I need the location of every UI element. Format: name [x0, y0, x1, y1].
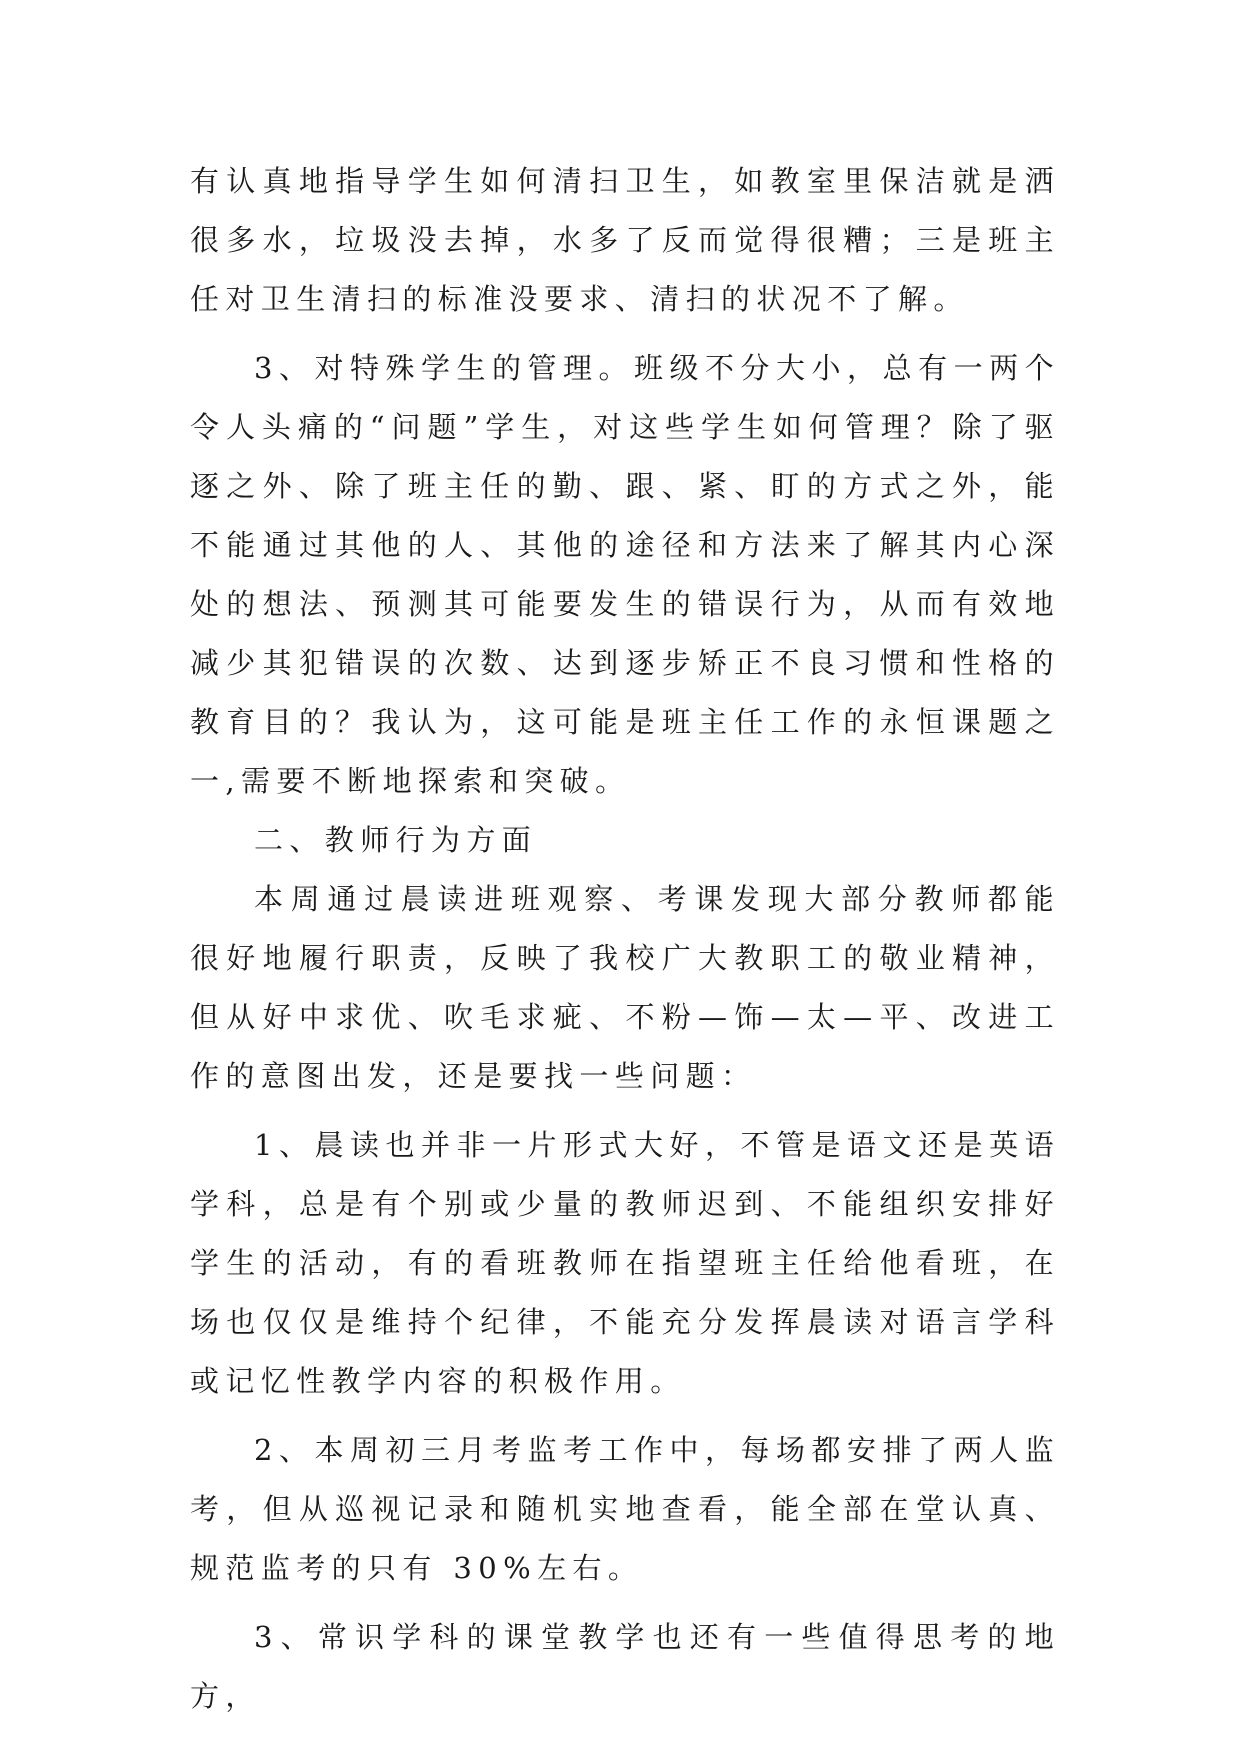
paragraph-special-students: 3、对特殊学生的管理。班级不分大小，总有一两个令人头痛的“问题”学生，对这些学生如何管理？除了驱逐之外、除了班主任的勤、跟、紧、盯的方式之外，能不能通过其他的人、其他的途径和方法来了解其内心深处的想法、预测其可能要发生的错误行为，从而有效地减少其犯错误的次数、达到逐步矫正不良习惯和性格的教育目的？我认为，这可能是班主任工作的永恒课题之一,需要不断地探索和突破。	[190, 351, 1060, 798]
paragraph-general-subjects: 3、常识学科的课堂教学也还有一些值得思考的地方，	[190, 1620, 1060, 1713]
paragraph-teacher-overview: 本周通过晨读进班观察、考课发现大部分教师都能很好地履行职责，反映了我校广大教职工的敬业精神，但从好中求优、吹毛求疵、不粉—饰—太—平、改进工作的意图出发，还是要找一些问题：	[190, 882, 1060, 1093]
paragraph-continuation: 有认真地指导学生如何清扫卫生，如教室里保洁就是洒很多水，垃圾没去掉，水多了反而觉得很糟；三是班主任对卫生清扫的标准没要求、清扫的状况不了解。	[190, 164, 1060, 316]
paragraph-morning-reading: 1、晨读也并非一片形式大好，不管是语文还是英语学科，总是有个别或少量的教师迟到、不能组织安排好学生的活动，有的看班教师在指望班主任给他看班，在场也仅仅是维持个纪律，不能充分发挥晨读对语言学科或记忆性教学内容的积极作用。	[190, 1128, 1060, 1398]
paragraph-exam-invigilation: 2、本周初三月考监考工作中，每场都安排了两人监考，但从巡视记录和随机实地查看，能全部在堂认真、规范监考的只有 30%左右。	[190, 1433, 1060, 1585]
section-heading-teacher-behavior: 二、教师行为方面	[254, 823, 538, 857]
document-body	[190, 152, 1060, 1726]
